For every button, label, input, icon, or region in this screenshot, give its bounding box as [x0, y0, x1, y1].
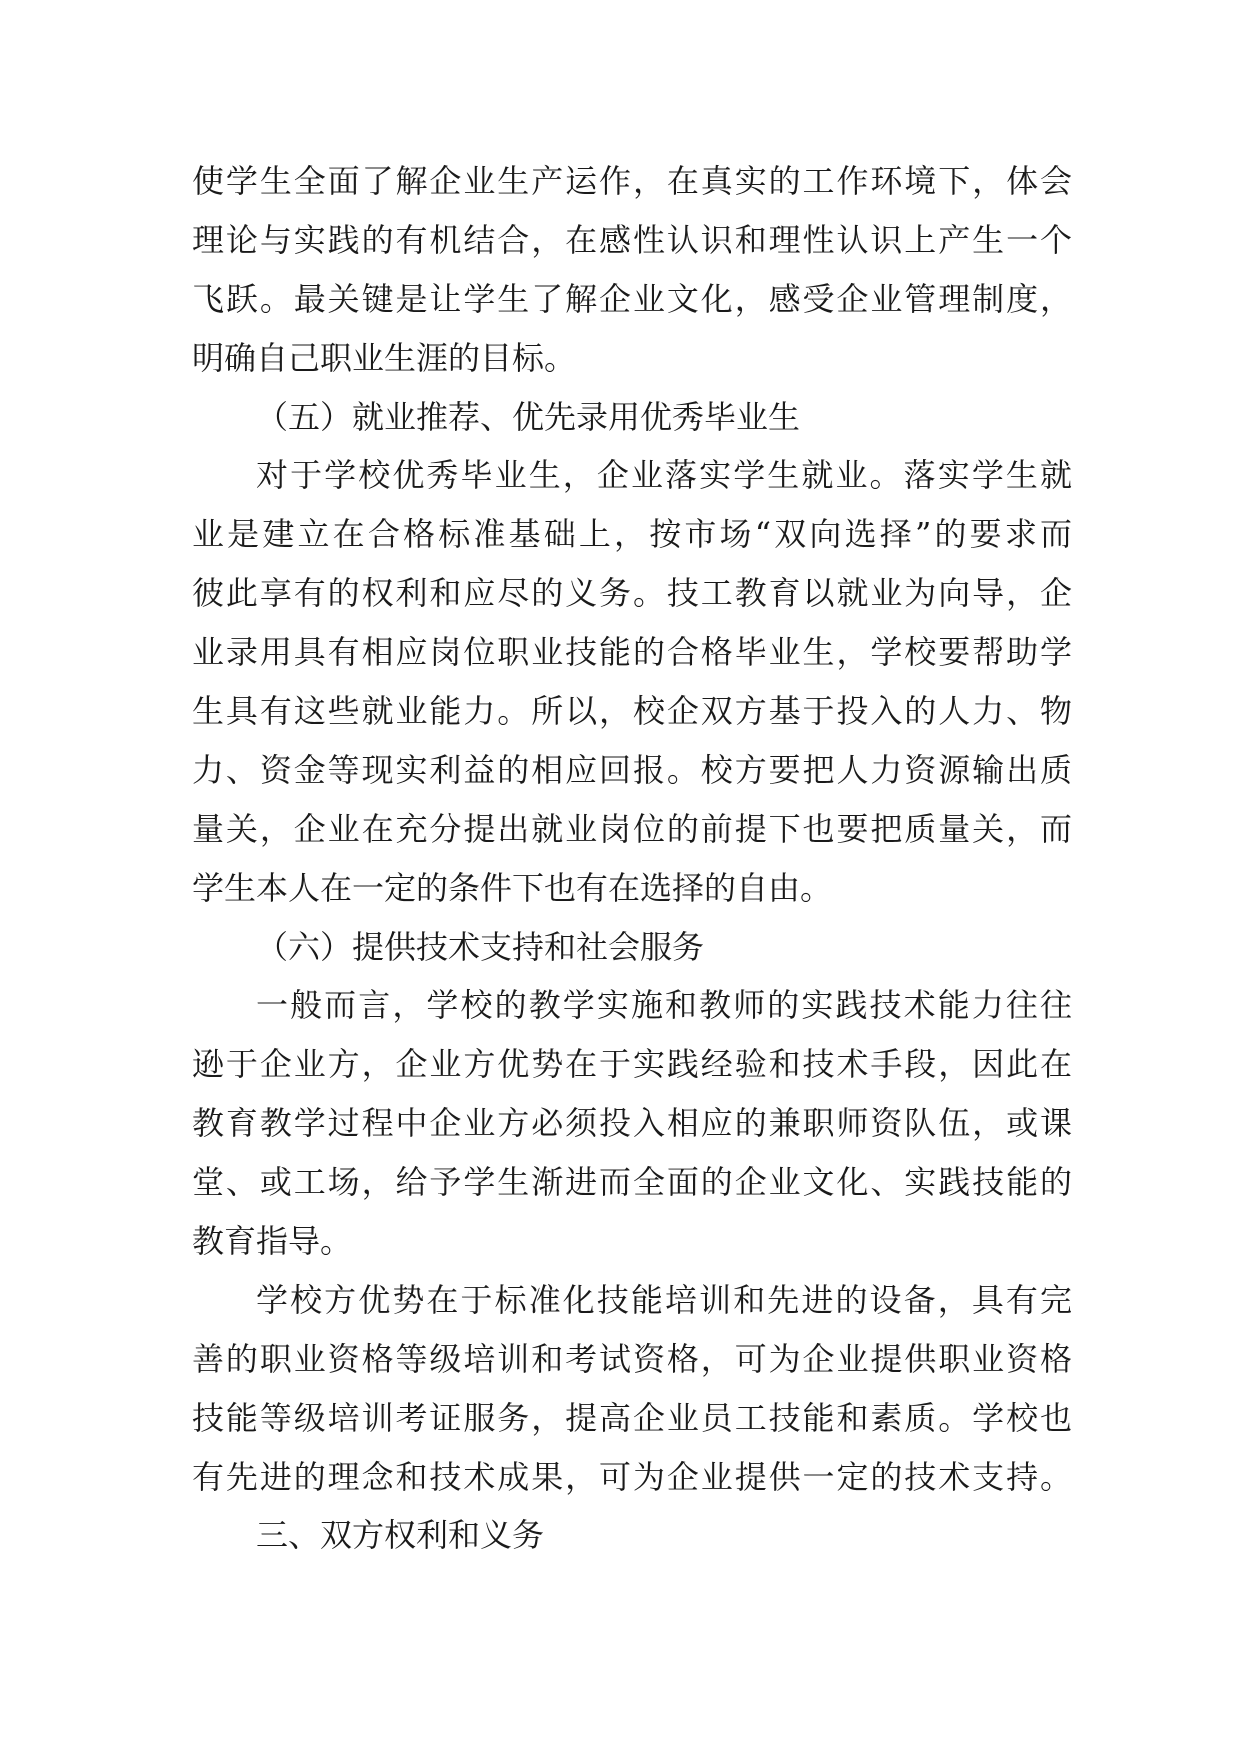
text-line: 堂、或工场，给予学生渐进而全面的企业文化、实践技能的 [192, 1163, 1072, 1202]
heading-text: 三、双方权利和义务 [256, 1516, 545, 1555]
heading-text: （五）就业推荐、优先录用优秀毕业生 [256, 397, 801, 436]
paragraph [192, 1271, 1072, 1507]
text-line: 善的职业资格等级培训和考试资格，可为企业提供职业资格 [192, 1339, 1072, 1378]
document-body [192, 152, 1072, 1565]
text-line: 逊于企业方，企业方优势在于实践经验和技术手段，因此在 [192, 1045, 1072, 1084]
paragraph [192, 976, 1072, 1270]
text-line: 使学生全面了解企业生产运作，在真实的工作环境下，体会 [192, 162, 1072, 200]
text-line: 有先进的理念和技术成果，可为企业提供一定的技术支持。 [192, 1457, 1072, 1496]
text-line: 学校方优势在于标准化技能培训和先进的设备，具有完 [256, 1280, 1072, 1319]
text-line: 业录用具有相应岗位职业技能的合格毕业生，学校要帮助学 [192, 633, 1072, 672]
text-line: 一般而言，学校的教学实施和教师的实践技术能力往往 [256, 986, 1072, 1025]
text-line: 对于学校优秀毕业生，企业落实学生就业。落实学生就 [256, 456, 1072, 495]
text-line: 理论与实践的有机结合，在感性认识和理性认识上产生一个 [192, 220, 1072, 259]
section-heading-six [192, 918, 1072, 977]
paragraph [192, 446, 1072, 917]
text-line: 技能等级培训考证服务，提高企业员工技能和素质。学校也 [192, 1398, 1072, 1437]
text-line: 力、资金等现实利益的相应回报。校方要把人力资源输出质 [192, 750, 1072, 789]
section-heading-three [192, 1506, 1072, 1565]
text-line: 明确自己职业生涯的目标。 [192, 338, 577, 377]
text-line: 业是建立在合格标准基础上，按市场“双向选择”的要求而 [192, 515, 1072, 554]
heading-text: （六）提供技术支持和社会服务 [256, 927, 705, 966]
paragraph-continuation [192, 152, 1072, 388]
text-line: 飞跃。最关键是让学生了解企业文化，感受企业管理制度， [192, 279, 1072, 318]
text-line: 彼此享有的权利和应尽的义务。技工教育以就业为向导，企 [192, 574, 1072, 613]
text-line: 教育指导。 [192, 1222, 353, 1261]
text-line: 生具有这些就业能力。所以，校企双方基于投入的人力、物 [192, 692, 1072, 731]
section-heading-five [192, 388, 1072, 447]
text-line: 量关，企业在充分提出就业岗位的前提下也要把质量关，而 [192, 809, 1072, 848]
text-line: 教育教学过程中企业方必须投入相应的兼职师资队伍，或课 [192, 1104, 1072, 1143]
text-line: 学生本人在一定的条件下也有在选择的自由。 [192, 868, 833, 907]
